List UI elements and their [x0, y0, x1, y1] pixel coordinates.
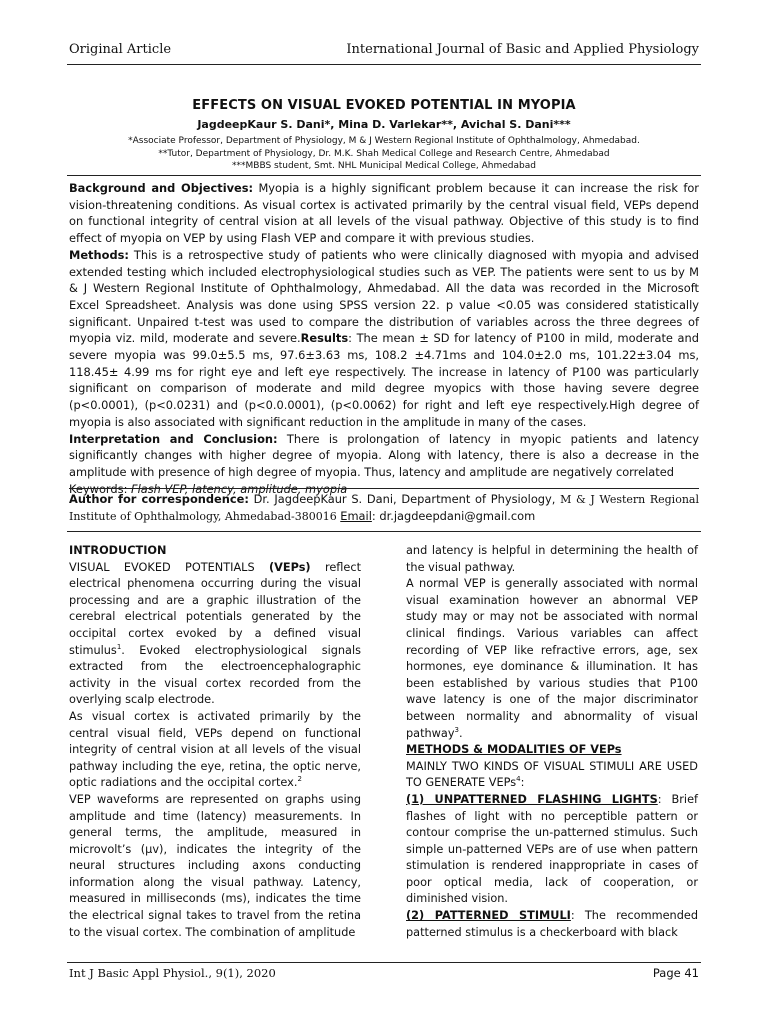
heading-methods: METHODS & MODALITIES OF VEPs: [406, 743, 622, 757]
text-methods: This is a retrospective study of patients who were clinically diagnosed with myopia and advised extended testing which included electrophysiological studies such as VEP. The patients were sent to us by M & J Western Regional Institute of Ophthalmology, Ahmedabad. All the data was recorded in the Microsoft Excel Spreadsheet. Analysis was done using SPSS version 22. p value <0.05 was considered statistically significant. Unpaired t-test was used to compare the distribution of variables across the three degrees of myopia viz. mild, moderate and severe.: [69, 247, 699, 346]
label-background: Background and Objectives:: [69, 181, 254, 195]
email-label: Email: [340, 509, 372, 523]
journal-name: International Journal of Basic and Applied Physiology: [346, 42, 699, 57]
para-2: [69, 709, 361, 792]
label-patterned: (2) PATTERNED STIMULI: [406, 909, 571, 923]
text-results: : The mean ± SD for latency of P100 in mild, moderate and severe myopia was 99.0±5.5 ms, 97.6±3.63 ms, 108.2 ±4.71ms and 104.0±2.0 ms, 101.22±3.04 ms, 118.45± 4.99 ms for right eye and left eye respectively. The increase in latency of P100 was particularly significant on comparison of moderate and mild degree myopics with those having severe degree (p<0.0001), (p<0.0231) and (p<0.0.0001), (p<0.0062) for right and left eye respectively.High degree of myopia is also associated with significant reduction in the amplitude in many of the cases.: [69, 331, 699, 429]
page-number: Page 41: [652, 966, 699, 980]
r2-end: .: [459, 726, 463, 740]
abstract: [69, 180, 699, 497]
abstract-interpretation: [69, 431, 699, 481]
ref-2: 2: [297, 775, 302, 784]
text-interpretation: There is prolongation of latency in myopic patients and latency significantly changes with higher degree of myopia. Along with latency, there is also a decrease in the amplitude with presence of high degree of myopia. Thus, latency and amplitude are negatively correlated: [69, 431, 699, 479]
label-methods: Methods:: [69, 247, 129, 262]
r3-text: MAINLY TWO KINDS OF VISUAL STIMULI ARE USED TO GENERATE VEPs: [406, 759, 698, 790]
para-3: VEP waveforms are represented on graphs using amplitude and time (latency) measurements. In general terms, the amplitude, measured in microvolt’s (µv), indicates the integrity of the neural structures including axons conducting information along the visual pathway. Latency, measured in milliseconds (ms), indicates the time the electrical signal takes to travel from the retina to the visual cortex. The combination of amplitude: [69, 792, 361, 939]
abstract-methods: [69, 247, 699, 431]
p1-d: . Evoked electrophysiological signals extracted from the electroencephalographic activity in the visual cortex recorded from the overlying scalp electrode.: [69, 643, 361, 707]
correspondence-institute: M & J Western Regional Institute of Ophthalmology, Ahmedabad-380016: [69, 493, 699, 523]
label-results: Results: [300, 331, 349, 346]
r5-text: : The recommended patterned stimulus is a checkerboard with black: [406, 909, 698, 939]
affiliation-2: **Tutor, Department of Physiology, Dr. M.K. Shah Medical College and Research Centre, Ahmedabad: [158, 149, 610, 159]
left-column: [69, 543, 361, 941]
correspondence-author: Dr. JagdeepKaur S. Dani, Department of Physiology,: [248, 492, 561, 506]
p2-text: As visual cortex is activated primarily by the central visual field, VEPs depend on functional integrity of central vision at all levels of the visual pathway including the eye, retina, the optic nerve, optic radiations and the occipital cortex.: [69, 709, 361, 790]
article-type: Original Article: [69, 42, 172, 57]
affiliation-3: ***MBBS student, Smt. NHL Municipal Medical College, Ahmedabad: [232, 161, 536, 171]
running-header: [69, 42, 699, 62]
correspondence: [69, 488, 699, 525]
header-rule: [67, 64, 701, 65]
label-unpatterned: (1) UNPATTERNED FLASHING LIGHTS: [406, 792, 658, 806]
footer-rule: [67, 962, 701, 963]
para-r4: [406, 792, 698, 908]
r4-text: : Brief flashes of light with no perceptible pattern or contour comprise the un-patterned stimulus. Such simple un-patterned VEPs are of use when pattern stimulation is rendered inappropriate in cases of poor optical media, lack of cooperation, or diminished vision.: [406, 792, 698, 906]
r2-text: A normal VEP is generally associated with normal visual examination however an abnormal VEP study may or may not be associated with normal clinical findings. Various variables can affect recording of VEP like refractive errors, age, sex hormones, eye dominance & illumination. It has been established by various studies that P100 wave latency is one of the major discriminator between normality and abnormality of visual pathway: [406, 577, 698, 740]
label-correspondence: Author for correspondence:: [69, 492, 249, 506]
abstract-box: [67, 175, 701, 532]
text-keywords: Flash VEP, latency, amplitude, myopia: [131, 481, 348, 496]
text-background: Myopia is a highly significant problem because it can increase the risk for vision-threatening conditions. As visual cortex is activated primarily by the central visual field, VEPs depend on functional integrity of central vision at all levels of the visual pathway. Objective of this study is to find effect of myopia on VEP by using Flash VEP and compare it with previous studies.: [69, 181, 699, 246]
article-title: EFFECTS ON VISUAL EVOKED POTENTIAL IN MYOPIA: [192, 98, 576, 113]
label-keywords: Keywords:: [69, 481, 132, 496]
author-list: JagdeepKaur S. Dani*, Mina D. Varlekar**, Avichal S. Dani***: [197, 118, 571, 131]
para-r3: [406, 759, 698, 792]
r3-end: :: [520, 776, 525, 790]
para-r1: and latency is helpful in determining the health of the visual pathway.: [406, 544, 698, 574]
ref-3: 3: [454, 725, 459, 734]
affiliation-1: *Associate Professor, Department of Physiology, M & J Western Regional Institute of Ophthalmology, Ahmedabad.: [128, 136, 640, 146]
ref-1: 1: [116, 642, 122, 651]
para-r2: [406, 576, 698, 742]
right-column: [406, 543, 698, 941]
heading-introduction: INTRODUCTION: [69, 544, 167, 557]
ref-4: 4: [516, 775, 521, 784]
citation: Int J Basic Appl Physiol., 9(1), 2020: [69, 966, 276, 980]
p1-b: (VEPs): [269, 560, 311, 574]
para-1: [69, 560, 361, 709]
para-r5: [406, 908, 698, 941]
p1-c: reflect electrical phenomena occurring during the visual processing and are a graphic illustration of the cerebral electrical potentials generated by the occipital cortex evoked by a defined visual stimulus: [69, 560, 361, 657]
abstract-background: [69, 180, 699, 247]
email-link[interactable]: : dr.jagdeepdani@gmail.com: [371, 509, 536, 523]
p1-a: VISUAL EVOKED POTENTIALS: [69, 560, 269, 574]
label-interpretation: Interpretation and Conclusion:: [69, 431, 278, 446]
